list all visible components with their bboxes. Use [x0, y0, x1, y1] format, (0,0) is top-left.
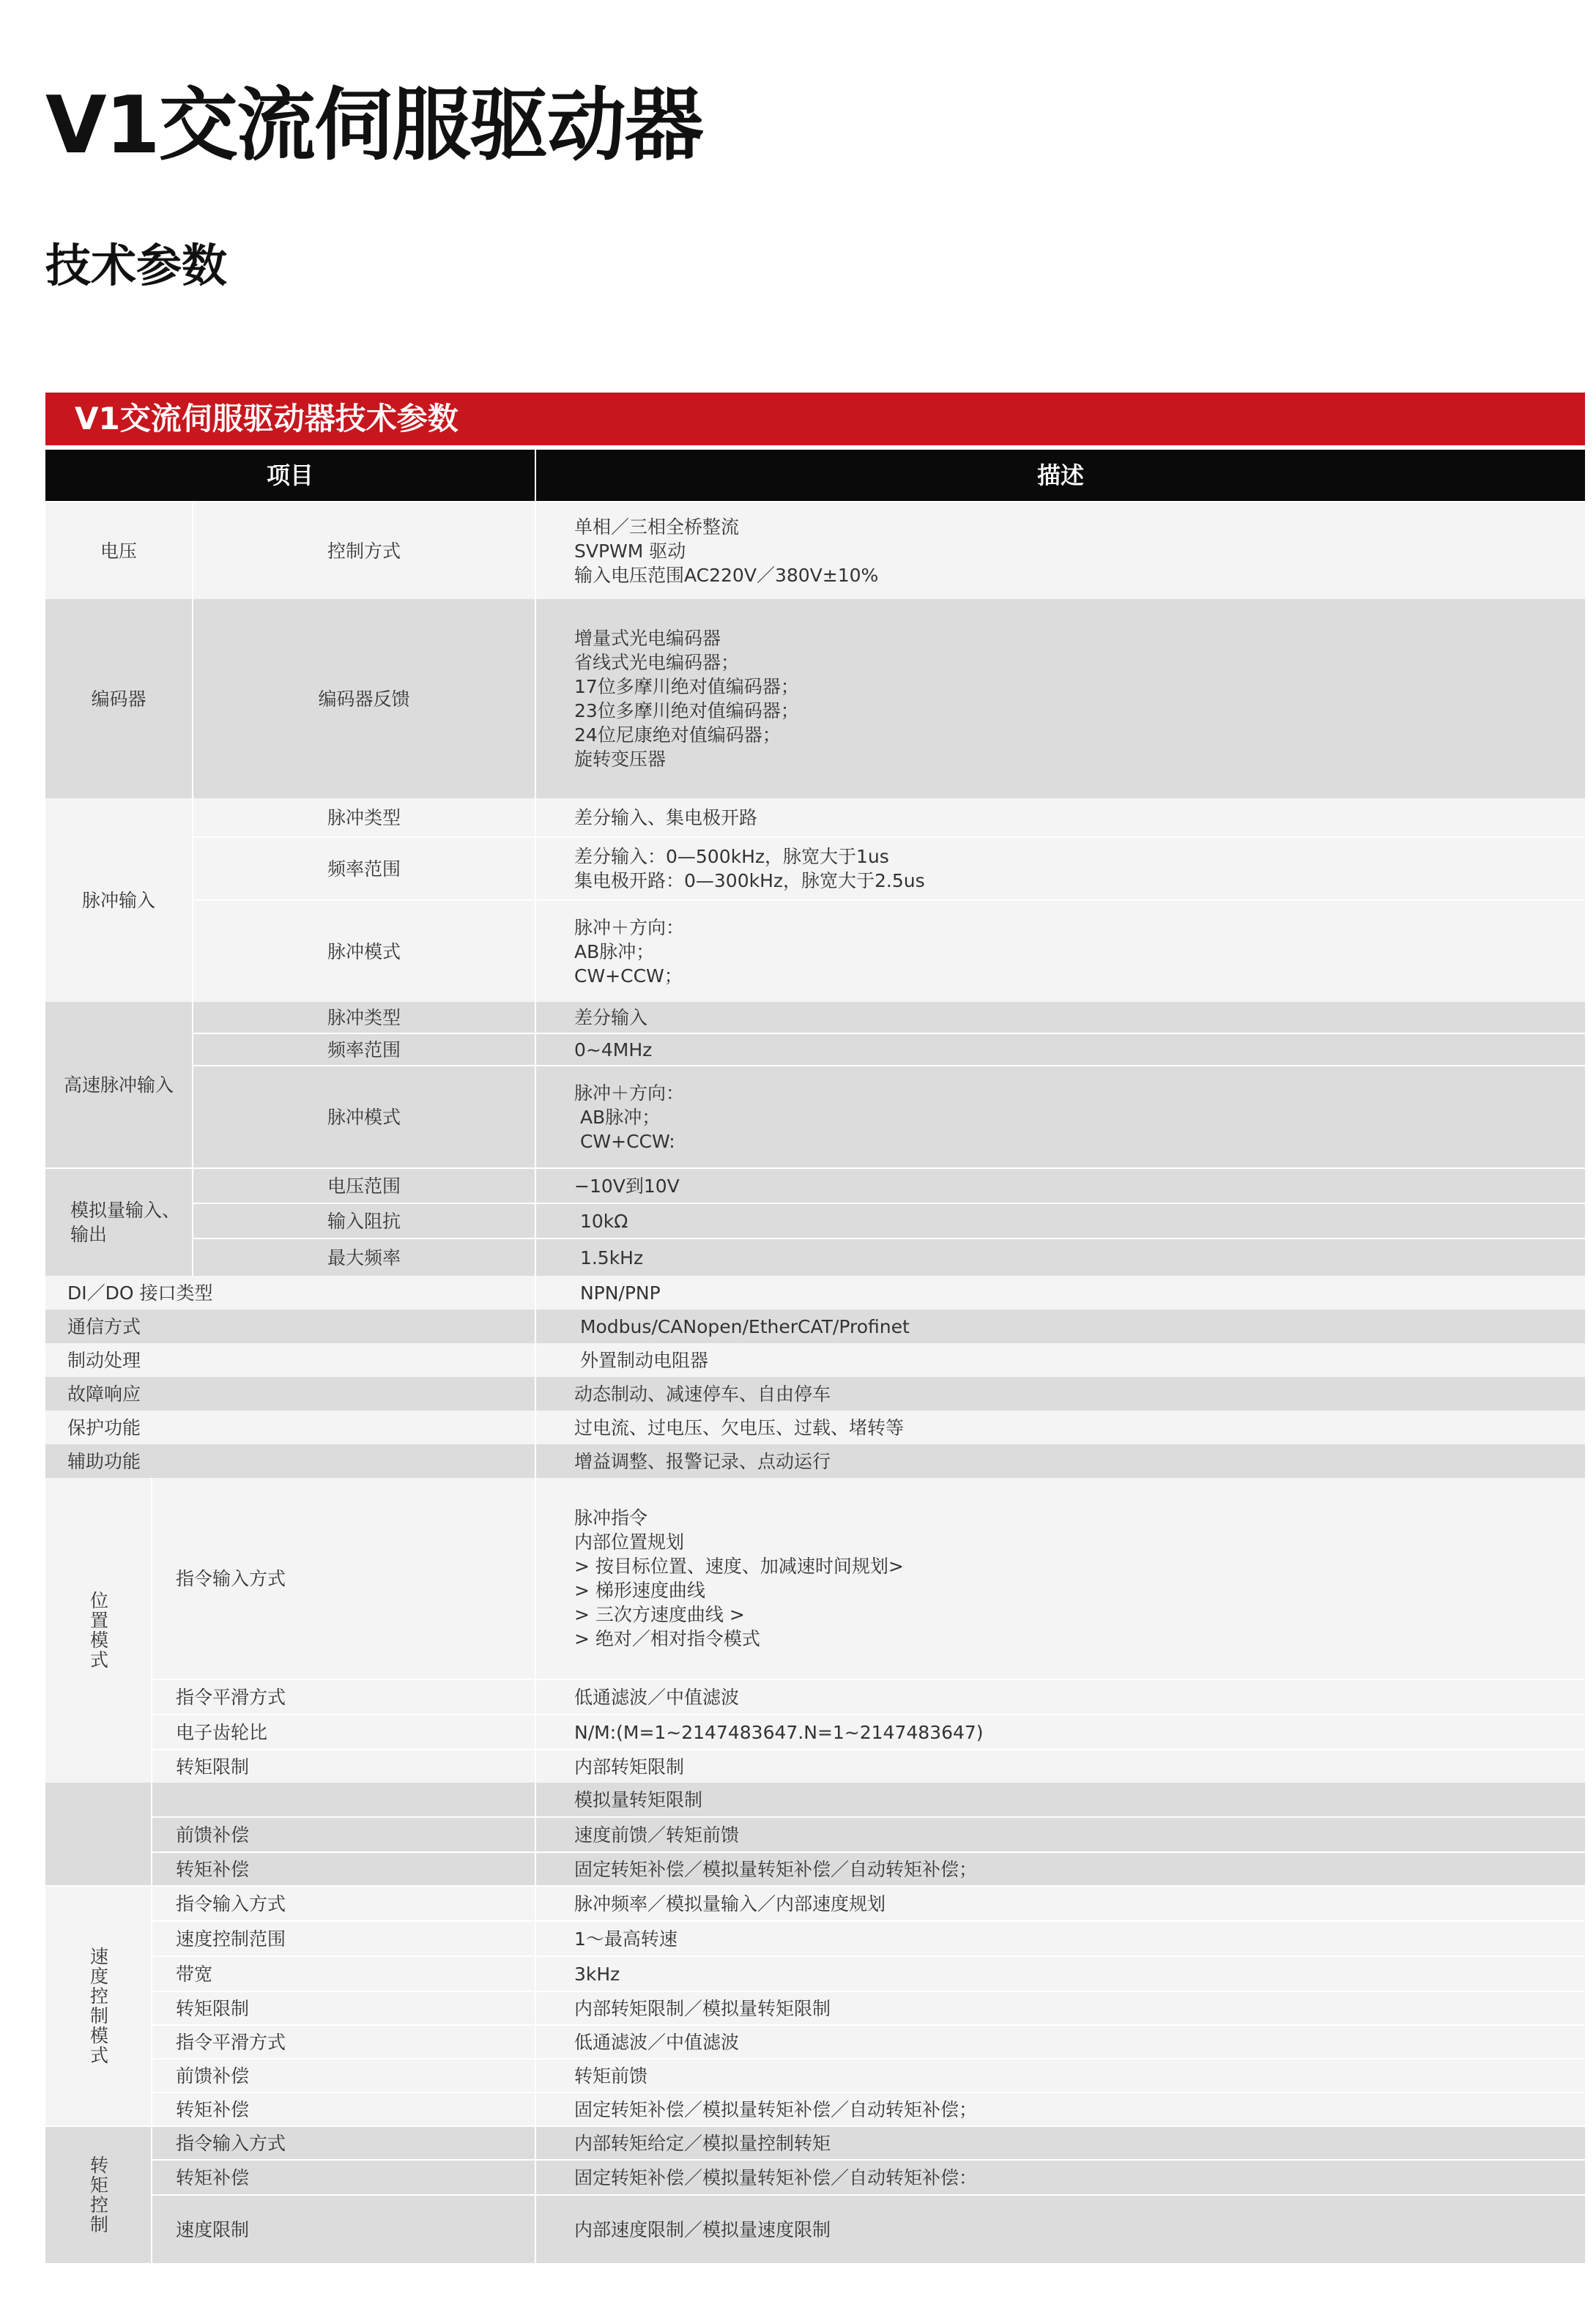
table-row-group	[45, 1478, 1585, 1783]
item-desc: 内部转矩限制／模拟量转矩限制	[574, 1997, 831, 2019]
item-label: 输入阻抗	[327, 1210, 401, 1232]
item-desc: 0~4MHz	[574, 1039, 653, 1061]
table-row	[45, 1377, 1585, 1411]
item-label: 频率范围	[327, 1039, 401, 1061]
item-label: DI／DO 接口类型	[67, 1282, 213, 1304]
item-desc: 脉冲指令 内部位置规划 > 按目标位置、速度、加减速时间规划> > 梯形速度曲线 > 三次方速度曲线 > > 绝对／相对指令模式	[574, 1507, 904, 1649]
item-desc: 过电流、过电压、欠电压、过载、堵转等	[574, 1416, 905, 1438]
group-label: 转矩控制	[87, 2155, 109, 2235]
item-desc: 3kHz	[574, 1963, 620, 1985]
item-label: 电压范围	[327, 1175, 401, 1197]
item-label: 保护功能	[67, 1416, 141, 1438]
item-desc: 外置制动电阻器	[574, 1349, 708, 1371]
item-desc: 固定转矩补偿／模拟量转矩补偿／自动转矩补偿；	[574, 1858, 978, 1880]
item-desc: 单相／三相全桥整流 SVPWM 驱动 输入电压范围AC220V／380V±10%	[574, 516, 879, 586]
item-desc: 动态制动、减速停车、自由停车	[574, 1383, 831, 1405]
item-label: 电子齿轮比	[176, 1721, 268, 1743]
table-row-group	[45, 1002, 1585, 1167]
table-row-group	[45, 1169, 1585, 1276]
item-desc: 内部转矩限制	[574, 1756, 685, 1778]
item-label: 速度控制范围	[176, 1928, 286, 1950]
item-desc: 增量式光电编码器 省线式光电编码器； 17位多摩川绝对值编码器； 23位多摩川绝对值编码器； 24位尼康绝对值编码器； 旋转变压器	[574, 628, 799, 770]
item-label: 转矩补偿	[176, 2098, 250, 2120]
item-label: 脉冲模式	[327, 940, 401, 962]
item-desc: 10kΩ	[574, 1210, 628, 1232]
item-label: 控制方式	[327, 540, 401, 562]
item-label: 前馈补偿	[176, 2065, 250, 2087]
item-desc: 转矩前馈	[574, 2065, 648, 2087]
item-label: 带宽	[176, 1963, 213, 1985]
group-label: 高速脉冲输入	[63, 1074, 174, 1096]
item-label: 速度限制	[176, 2218, 250, 2240]
item-label: 指令输入方式	[176, 1893, 286, 1914]
table-row	[45, 1343, 1585, 1377]
item-desc: 速度前馈／转矩前馈	[574, 1824, 740, 1846]
item-desc: 1.5kHz	[574, 1247, 644, 1269]
table-row-group	[45, 2127, 1585, 2263]
item-desc: 差分输入	[574, 1006, 648, 1028]
item-desc: 低通滤波／中值滤波	[574, 2031, 740, 2053]
group-label: 编码器	[91, 688, 146, 710]
table-row	[45, 502, 1585, 599]
item-label: 转矩补偿	[176, 2166, 250, 2188]
table-row-group	[45, 798, 1585, 1002]
item-desc: 脉冲＋方向： AB脉冲； CW+CCW；	[574, 916, 685, 987]
table-row	[45, 599, 1585, 798]
item-desc: NPN/PNP	[574, 1282, 661, 1304]
item-desc: 差分输入、集电极开路	[574, 806, 758, 828]
group-label: 位置模式	[87, 1591, 109, 1670]
item-label: 制动处理	[67, 1349, 141, 1371]
item-label: 编码器反馈	[318, 688, 410, 710]
page-title: V1交流伺服驱动器	[45, 80, 702, 171]
group-label: 脉冲输入	[81, 889, 155, 911]
item-desc: −10V到10V	[574, 1175, 680, 1197]
item-desc: N/M:(M=1~2147483647.N=1~2147483647)	[574, 1721, 984, 1743]
item-desc: 模拟量转矩限制	[574, 1789, 703, 1810]
table-row	[45, 1276, 1585, 1310]
item-desc: 低通滤波／中值滤波	[574, 1686, 740, 1708]
item-desc: 固定转矩补偿／模拟量转矩补偿／自动转矩补偿；	[574, 2098, 978, 2120]
item-desc: 内部速度限制／模拟量速度限制	[574, 2218, 831, 2240]
item-label: 转矩限制	[176, 1756, 250, 1778]
group-label: 速度控制模式	[87, 1947, 109, 2065]
item-label: 频率范围	[327, 858, 401, 880]
item-label: 辅助功能	[67, 1450, 141, 1472]
table-row	[45, 1310, 1585, 1343]
item-desc: 脉冲频率／模拟量输入／内部速度规划	[574, 1893, 886, 1914]
item-label: 最大频率	[327, 1247, 401, 1269]
item-label: 脉冲类型	[327, 1006, 401, 1028]
header-item: 项目	[266, 461, 313, 489]
item-label: 脉冲类型	[327, 806, 401, 828]
item-label: 指令平滑方式	[176, 1686, 286, 1708]
table-row	[45, 1444, 1585, 1478]
table-row-group	[45, 1783, 1585, 1885]
group-label: 模拟量输入、 输出	[70, 1200, 181, 1245]
table-title-bar: V1交流伺服驱动器技术参数	[45, 393, 1585, 445]
item-label: 脉冲模式	[327, 1106, 401, 1128]
table-header	[45, 450, 1585, 501]
table-row	[45, 1411, 1585, 1444]
item-label: 故障响应	[67, 1383, 141, 1405]
header-desc: 描述	[1036, 461, 1084, 489]
table-row-group	[45, 1887, 1585, 2125]
item-desc: 增益调整、报警记录、点动运行	[574, 1450, 831, 1472]
item-desc: 固定转矩补偿／模拟量转矩补偿／自动转矩补偿：	[574, 2166, 978, 2188]
item-label	[176, 1783, 533, 1816]
item-desc: 1～最高转速	[574, 1928, 678, 1950]
item-desc: 差分输入：0—500kHz，脉宽大于1us 集电极开路：0—300kHz，脉宽大于2.5us	[574, 846, 925, 891]
item-desc: 内部转矩给定／模拟量控制转矩	[574, 2132, 831, 2154]
section-title: 技术参数	[45, 239, 228, 292]
item-desc: Modbus/CANopen/EtherCAT/Profinet	[574, 1315, 910, 1337]
item-label: 指令输入方式	[176, 1567, 286, 1589]
item-label: 前馈补偿	[176, 1824, 250, 1846]
group-label: 电压	[100, 540, 137, 562]
item-label: 通信方式	[67, 1315, 141, 1337]
item-desc: 脉冲＋方向： AB脉冲； CW+CCW:	[574, 1082, 685, 1152]
item-label: 指令输入方式	[176, 2132, 286, 2154]
item-label: 转矩限制	[176, 1997, 250, 2019]
item-label: 指令平滑方式	[176, 2031, 286, 2053]
item-label: 转矩补偿	[176, 1858, 250, 1880]
